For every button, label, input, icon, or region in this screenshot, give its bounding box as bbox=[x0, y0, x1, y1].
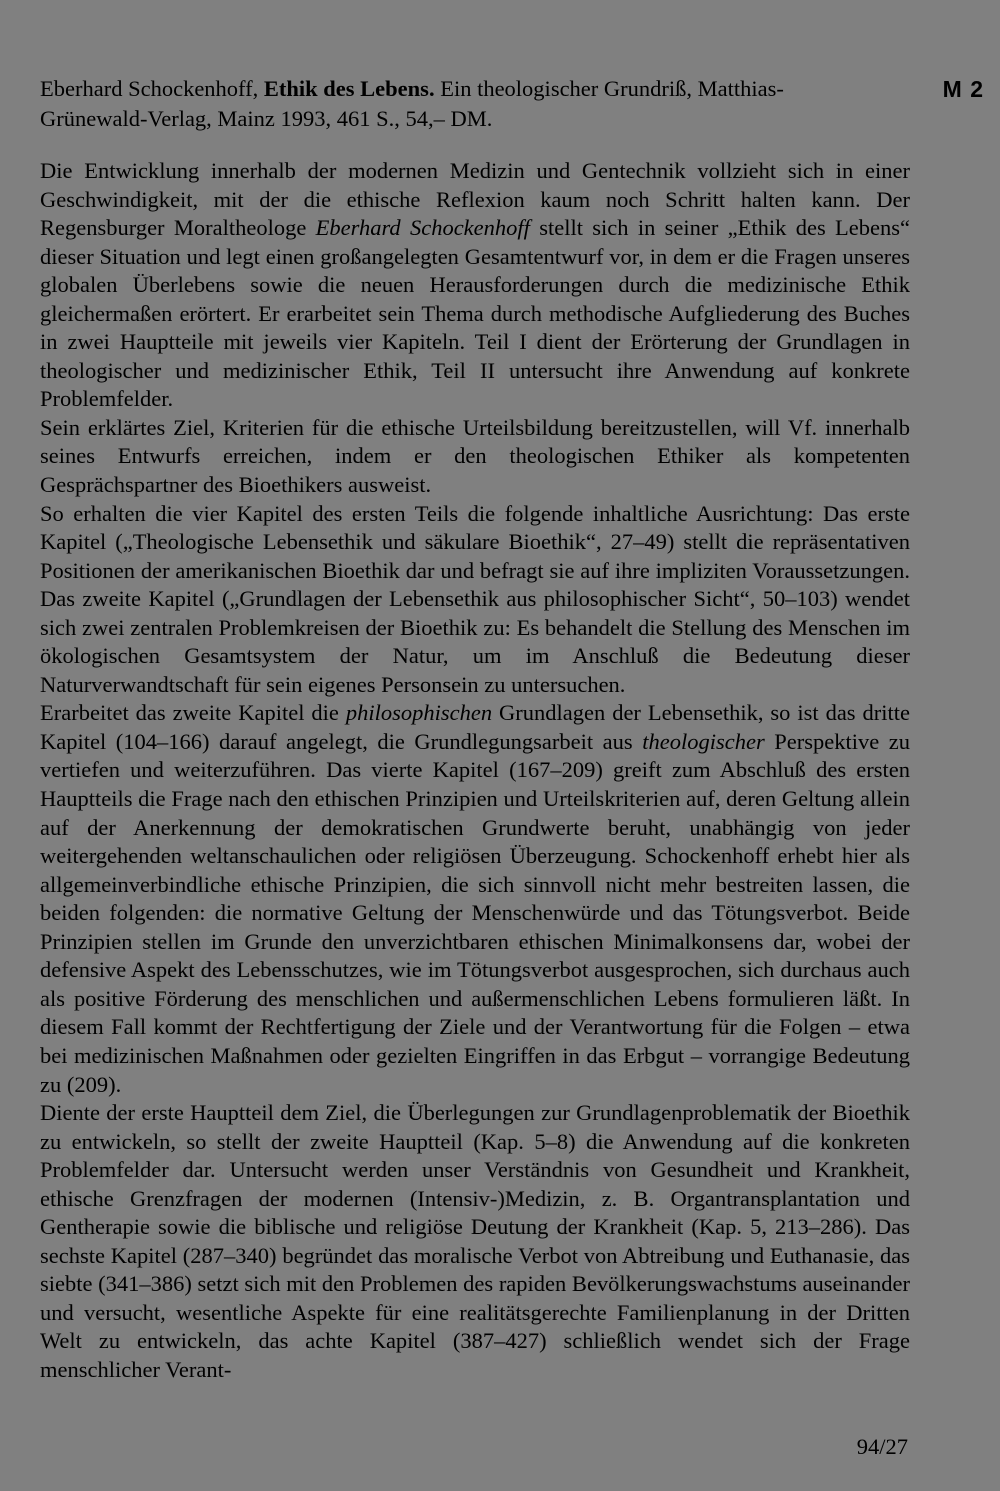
paragraph bbox=[40, 699, 910, 1099]
section-badge: M 2 bbox=[942, 76, 984, 102]
paragraph-text: Erarbeitet das zweite Kapitel die bbox=[40, 700, 346, 726]
paragraph-text: Sein erklärtes Ziel, Kriterien für die ethische Urteilsbildung bereitzustellen, will Vf. innerhalb seines Entwurfs erreichen, indem er den theologischen Ethiker als kompetenten Gesprächspartner des Bioethikers ausweist. bbox=[40, 414, 910, 498]
paragraph bbox=[40, 157, 910, 414]
paragraph-text: So erhalten die vier Kapitel des ersten Teils die folgende inhaltliche Ausrichtung: Das erste Kapitel („Theologische Lebensethik und säkulare Bioethik“, 27–49) stellt die repräsentativen Positionen der amerikanischen Bioethik dar und befragt sie auf ihre impliziten Voraussetzungen. Das zweite Kapitel („Grundlagen der Lebensethik aus philosophischer Sicht“, 50–103) wendet sich zwei zentralen Problemkreisen der Bioethik zu: Es behandelt die Stellung des Menschen im ökologischen Gesamtsystem der Natur, um im Anschluß die Bedeutung dieser Naturverwandtschaft für sein eigenes Personsein zu untersuchen. bbox=[40, 500, 910, 697]
bibliographic-header bbox=[40, 74, 920, 134]
paragraph bbox=[40, 1099, 910, 1384]
paragraph-text: Die Entwicklung innerhalb der modernen Medizin und Gentechnik vollzieht sich in einer Geschwindigkeit, mit der die ethische Reflexion kaum noch Schritt halten kann. Der Regensburger Moraltheologe bbox=[40, 158, 910, 241]
paragraph-text: Grundlagen der Lebensethik, so ist das dritte Kapitel (104–166) darauf angelegt, die Grundlegungsarbeit aus bbox=[40, 700, 910, 754]
paragraph bbox=[40, 414, 910, 500]
review-body bbox=[40, 157, 910, 1385]
paragraph-text: stellt sich in seiner „Ethik des Lebens“ dieser Situation und legt einen großangelegten Gesamtentwurf vor, in dem er die Fragen unseres globalen Überlebens sowie die neuen Herausforderungen durch die medizinische Ethik gleichermaßen erörtert. Er erarbeitet sein Thema durch methodische Aufgliederung des Buches in zwei Hauptteile mit jeweils vier Kapiteln. Teil I dient der Erörterung der Grundlagen in theologischer und medizinischer Ethik, Teil II untersucht ihre Anwendung auf konkrete Problemfelder. bbox=[40, 215, 910, 412]
paragraph-text: Diente der erste Hauptteil dem Ziel, die Überlegungen zur Grundlagenproblematik der Bioethik zu entwickeln, so stellt der zweite Hauptteil (Kap. 5–8) die Anwendung auf die konkreten Problemfelder dar. Untersucht werden unser Verständnis von Gesundheit und Krankheit, ethische Grenzfragen der modernen (Intensiv-)Medizin, z. B. Organtransplantation und Gentherapie sowie die biblische und religiöse Deutung der Krankheit (Kap. 5, 213–286). Das sechste Kapitel (287–340) begründet das moralische Verbot von Abtreibung und Euthanasie, das siebte (341–386) setzt sich mit den Problemen des rapiden Bevölkerungswachstums auseinander und versucht, wesentliche Aspekte für eine realitätsgerechte Familienplanung in der Dritten Welt zu entwickeln, das achte Kapitel (387–427) schließlich wendet sich der Frage menschlicher Verant- bbox=[40, 1100, 910, 1382]
paragraph-text: Perspektive zu vertiefen und weiterzuführen. Das vierte Kapitel (167–209) greift zum Abschluß des ersten Hauptteils die Frage nach den ethischen Prinzipien und Urteilskriterien auf, deren Geltung allein auf der Anerkennung der demokratischen Grundwerte beruht, unabhängig von jeder weitergehenden weltanschaulichen oder religiösen Überzeugung. Schockenhoff erhebt hier als allgemeinverbindliche ethische Prinzipien, die sich sinnvoll nicht mehr bestreiten lassen, die beiden folgenden: die normative Geltung der Menschenwürde und das Tötungsverbot. Beide Prinzipien stellen im Grunde den unverzichtbaren ethischen Minimalkonsens dar, wobei der defensive Aspekt des Lebensschutzes, wie im Tötungsverbot ausgesprochen, sich durchaus auch als positive Förderung des menschlichen und außermenschlichen Lebens formulieren läßt. In diesem Fall kommt der Rechtfertigung der Ziele und der Verantwortung für die Folgen – etwa bei medizinischen Maßnahmen oder gezielten Eingriffen in das Erbgut – vorrangige Bedeutung zu (209). bbox=[40, 728, 910, 1097]
header-rest-line1: Ein theologischer Grundriß, Matthias- bbox=[434, 76, 784, 101]
header-rest-line2: Grünewald-Verlag, Mainz 1993, 461 S., 54,– DM. bbox=[40, 106, 493, 131]
paragraph bbox=[40, 500, 910, 700]
italic-text: Eberhard Schockenhoff bbox=[315, 215, 530, 241]
italic-text: philosophischen bbox=[345, 700, 493, 726]
page-number: 94/27 bbox=[856, 1434, 908, 1459]
italic-text: theologischer bbox=[642, 728, 765, 754]
header-title: Ethik des Lebens. bbox=[263, 76, 435, 101]
header-author: Eberhard Schockenhoff, bbox=[40, 76, 264, 101]
